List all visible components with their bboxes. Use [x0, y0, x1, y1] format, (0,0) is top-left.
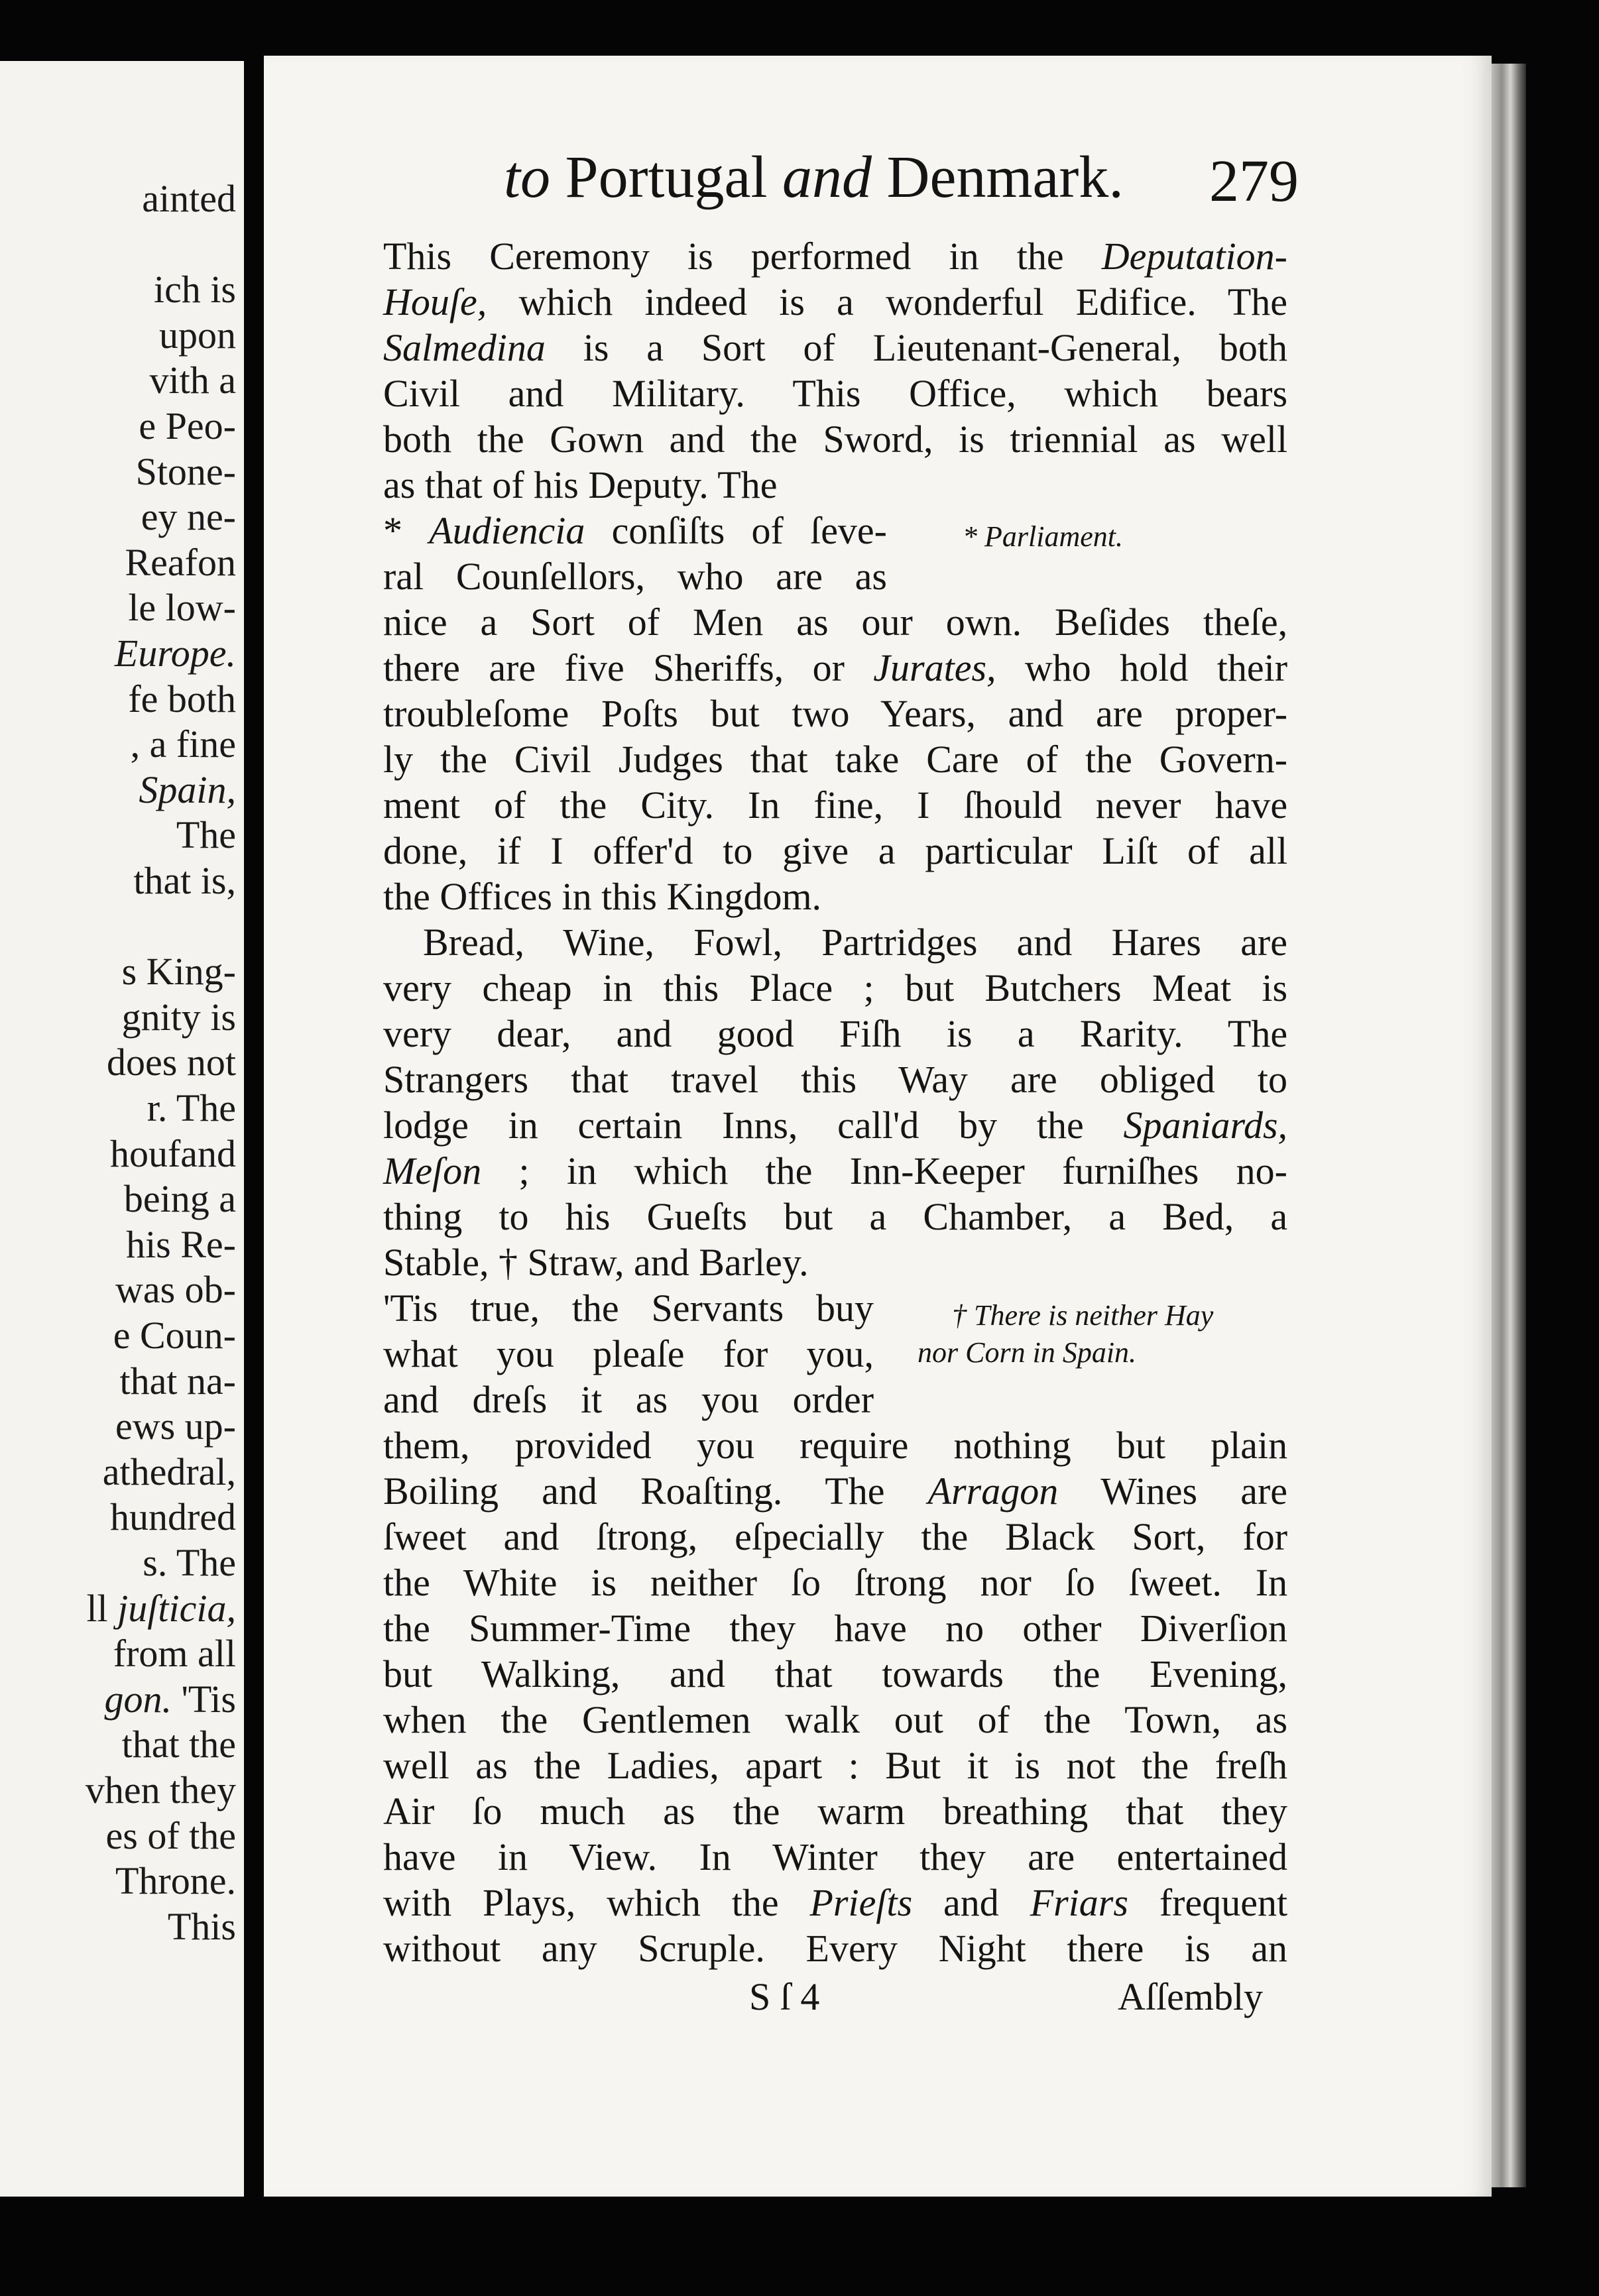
facing-page-fragment: ews up-: [115, 1405, 236, 1448]
facing-page-fragment: does not: [107, 1041, 236, 1084]
text-line: Boiling and Roaſting. The Arragon Wines are: [383, 1469, 1288, 1513]
text-line: nice a Sort of Men as our own. Beſides theſe,: [383, 601, 1288, 644]
margin-note-parliament: * Parliament.: [963, 520, 1123, 553]
text-line: done, if I offer'd to give a particular Liſt of all: [383, 829, 1288, 872]
text-line: ſweet and ſtrong, eſpecially the Black Sort, for: [383, 1515, 1288, 1558]
facing-page-fragment: e Coun-: [113, 1314, 236, 1357]
running-head-denmark: Denmark.: [886, 144, 1124, 210]
text-line: without any Scruple. Every Night there is an: [383, 1927, 1288, 1970]
facing-page-fragment: that na-: [119, 1359, 236, 1403]
text-line: ment of the City. In fine, I ſhould never have: [383, 783, 1288, 827]
facing-page-fragment: gnity is: [121, 996, 236, 1039]
facing-page-fragment: r. The: [147, 1086, 236, 1129]
facing-page-fragment: gon. 'Tis: [104, 1678, 236, 1721]
text-line: Houſe, which indeed is a wonderful Edifice. The: [383, 280, 1288, 323]
facing-page-fragment: The: [176, 813, 236, 856]
text-line: ral Counſellors, who are as: [383, 555, 887, 598]
signature-mark: S ſ 4: [749, 1975, 820, 2018]
facing-page-fragment: es of the: [105, 1814, 236, 1857]
facing-page-fragment: Spain,: [139, 768, 236, 811]
facing-page-fragment: ll juſticia,: [86, 1587, 236, 1630]
facing-page-fragment: houfand: [109, 1132, 236, 1175]
text-line: as that of his Deputy. The: [383, 463, 778, 506]
text-line: Civil and Military. This Office, which bears: [383, 372, 1288, 415]
text-line: Stable, † Straw, and Barley.: [383, 1241, 809, 1284]
text-line: well as the Ladies, apart : But it is not the freſh: [383, 1744, 1288, 1787]
text-line: thing to his Gueſts but a Chamber, a Bed, a: [383, 1195, 1288, 1238]
text-line: the Summer-Time they have no other Diverſion: [383, 1607, 1288, 1650]
catchword: Aſſembly: [1118, 1975, 1264, 2018]
text-line: Strangers that travel this Way are obliged to: [383, 1058, 1288, 1101]
facing-page-left: [0, 61, 244, 2197]
facing-page-fragment: le low-: [128, 586, 236, 629]
page-number: 279: [1209, 148, 1299, 214]
text-line: what you pleaſe for you,: [383, 1332, 874, 1375]
body-paragraph-1: [383, 233, 1287, 919]
body-paragraph-2: [383, 919, 1287, 1971]
text-line: ly the Civil Judges that take Care of the Govern-: [383, 738, 1288, 781]
facing-page-fragment: Europe.: [114, 632, 236, 675]
text-line: very cheap in this Place ; but Butchers Meat is: [383, 966, 1288, 1009]
text-line: very dear, and good Fiſh is a Rarity. The: [383, 1012, 1288, 1055]
facing-page-fragment: This: [167, 1905, 236, 1948]
facing-page-fragment: Throne.: [115, 1859, 236, 1902]
facing-page-fragment: athedral,: [102, 1450, 236, 1493]
facing-page-fragment: , a fine: [130, 722, 236, 766]
facing-page-fragment: ich is: [153, 268, 236, 311]
facing-page-fragment: e Peo-: [139, 404, 236, 447]
facing-page-fragment: upon: [159, 314, 236, 357]
facing-page-fragment: vhen they: [85, 1768, 236, 1811]
text-line: the White is neither ſo ſtrong nor ſo ſweet. In: [383, 1561, 1288, 1604]
text-line: 'Tis true, the Servants buy: [383, 1287, 874, 1330]
text-line: Meſon ; in which the Inn-Keeper furniſhes no-: [383, 1149, 1287, 1192]
facing-page-fragment: was ob-: [115, 1268, 236, 1311]
text-line: lodge in certain Inns, call'd by the Spaniards,: [383, 1104, 1288, 1147]
margin-note-hay-line-1: † There is neither Hay: [952, 1299, 1214, 1332]
facing-page-fragment: fe both: [128, 677, 236, 720]
facing-page-fragment: from all: [113, 1632, 236, 1675]
running-head-conjunction: and: [782, 144, 872, 210]
text-line: with Plays, which the Prieſts and Friars frequent: [383, 1881, 1288, 1924]
text-line: but Walking, and that towards the Evening,: [383, 1652, 1287, 1695]
text-line: Salmedina is a Sort of Lieutenant-General, both: [383, 326, 1288, 369]
facing-page-fragment: that the: [121, 1723, 236, 1766]
page-edge: [1492, 64, 1526, 2187]
facing-page-fragment: s King-: [121, 950, 236, 993]
text-line: and dreſs it as you order: [383, 1378, 874, 1421]
text-line: them, provided you require nothing but plain: [383, 1424, 1288, 1467]
facing-page-fragment: being a: [123, 1177, 236, 1220]
text-line: when the Gentlemen walk out of the Town, as: [383, 1698, 1288, 1741]
facing-page-fragment: vith a: [149, 359, 236, 402]
text-line: troubleſome Poſts but two Years, and are proper-: [383, 692, 1288, 735]
facing-page-fragment: ainted: [142, 177, 236, 220]
running-head-portugal: Portugal: [565, 144, 768, 210]
text-line: have in View. In Winter they are entertained: [383, 1835, 1288, 1878]
margin-note-hay-line-2: nor Corn in Spain.: [918, 1336, 1137, 1369]
facing-page-fragment: ey ne-: [141, 495, 236, 538]
text-line: Air ſo much as the warm breathing that they: [383, 1790, 1288, 1833]
text-line: * Audiencia conſiſts of ſeve-: [383, 509, 887, 552]
text-line: This Ceremony is performed in the Deputation-: [383, 235, 1287, 278]
facing-page-fragment: Reafon: [125, 541, 236, 584]
facing-page-fragment: hundred: [109, 1495, 236, 1538]
text-line: Bread, Wine, Fowl, Partridges and Hares are: [423, 921, 1287, 964]
text-line: both the Gown and the Sword, is triennial as well: [383, 418, 1288, 461]
text-line: there are five Sheriffs, or Jurates, who hold their: [383, 646, 1288, 689]
running-head: [504, 144, 1124, 211]
facing-page-fragment: Stone-: [135, 450, 236, 493]
facing-page-fragment: s. The: [143, 1541, 236, 1584]
facing-page-fragment: his Re-: [126, 1223, 236, 1266]
facing-page-fragment: that is,: [133, 859, 236, 902]
running-head-prefix: to: [504, 144, 551, 210]
text-line: the Offices in this Kingdom.: [383, 875, 822, 918]
